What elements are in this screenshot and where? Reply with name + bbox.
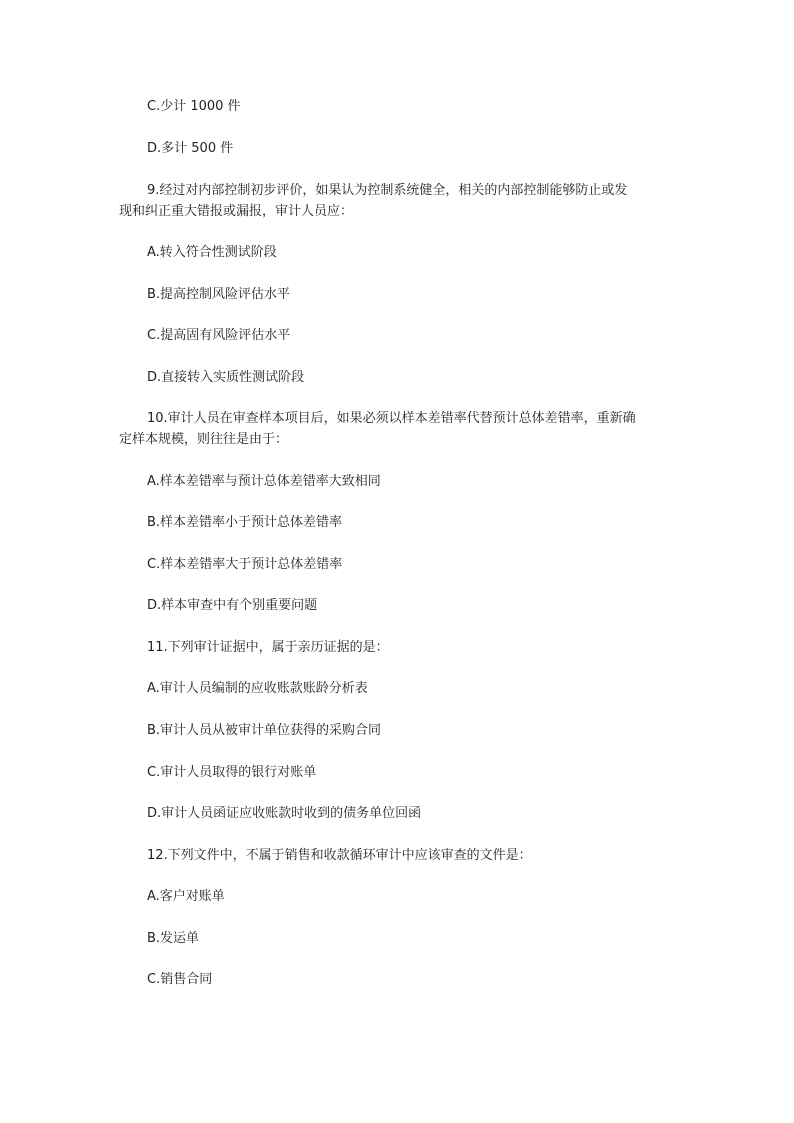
q9-option-b: B.提高控制风险评估水平 [147, 287, 291, 302]
q9-stem-line-1: 9.经过对内部控制初步评价，如果认为控制系统健全，相关的内部控制能够防止或发 [147, 183, 628, 198]
q12-stem: 12.下列文件中，不属于销售和收款循环审计中应该审查的文件是： [147, 848, 532, 863]
q9-option-a: A.转入符合性测试阶段 [147, 245, 277, 260]
q12-option-b: B.发运单 [147, 931, 200, 946]
q9-option-d: D.直接转入实质性测试阶段 [147, 370, 305, 385]
q11-option-d: D.审计人员函证应收账款时收到的债务单位回函 [147, 806, 422, 821]
q11-option-b: B.审计人员从被审计单位获得的采购合同 [147, 723, 382, 738]
q10-option-a: A.样本差错率与预计总体差错率大致相同 [147, 474, 381, 489]
q10-option-d: D.样本审查中有个别重要问题 [147, 598, 318, 613]
q9-stem-line-2: 现和纠正重大错报或漏报，审计人员应： [119, 204, 354, 219]
q8-option-c: C.少计 1000 件 [147, 99, 241, 114]
q12-option-a: A.客户对账单 [147, 889, 225, 904]
q10-stem-line-2: 定样本规模，则往往是由于： [119, 432, 289, 447]
q8-option-d: D.多计 500 件 [147, 141, 234, 156]
q10-option-b: B.样本差错率小于预计总体差错率 [147, 515, 343, 530]
q10-option-c: C.样本差错率大于预计总体差错率 [147, 557, 343, 572]
q11-option-c: C.审计人员取得的银行对账单 [147, 765, 317, 780]
q11-option-a: A.审计人员编制的应收账款账龄分析表 [147, 681, 368, 696]
q11-stem: 11.下列审计证据中，属于亲历证据的是： [147, 640, 389, 655]
q10-stem-line-1: 10.审计人员在审查样本项目后，如果必须以样本差错率代替预计总体差错率，重新确 [147, 411, 636, 426]
q9-option-c: C.提高固有风险评估水平 [147, 328, 291, 343]
q12-option-c: C.销售合同 [147, 972, 213, 987]
